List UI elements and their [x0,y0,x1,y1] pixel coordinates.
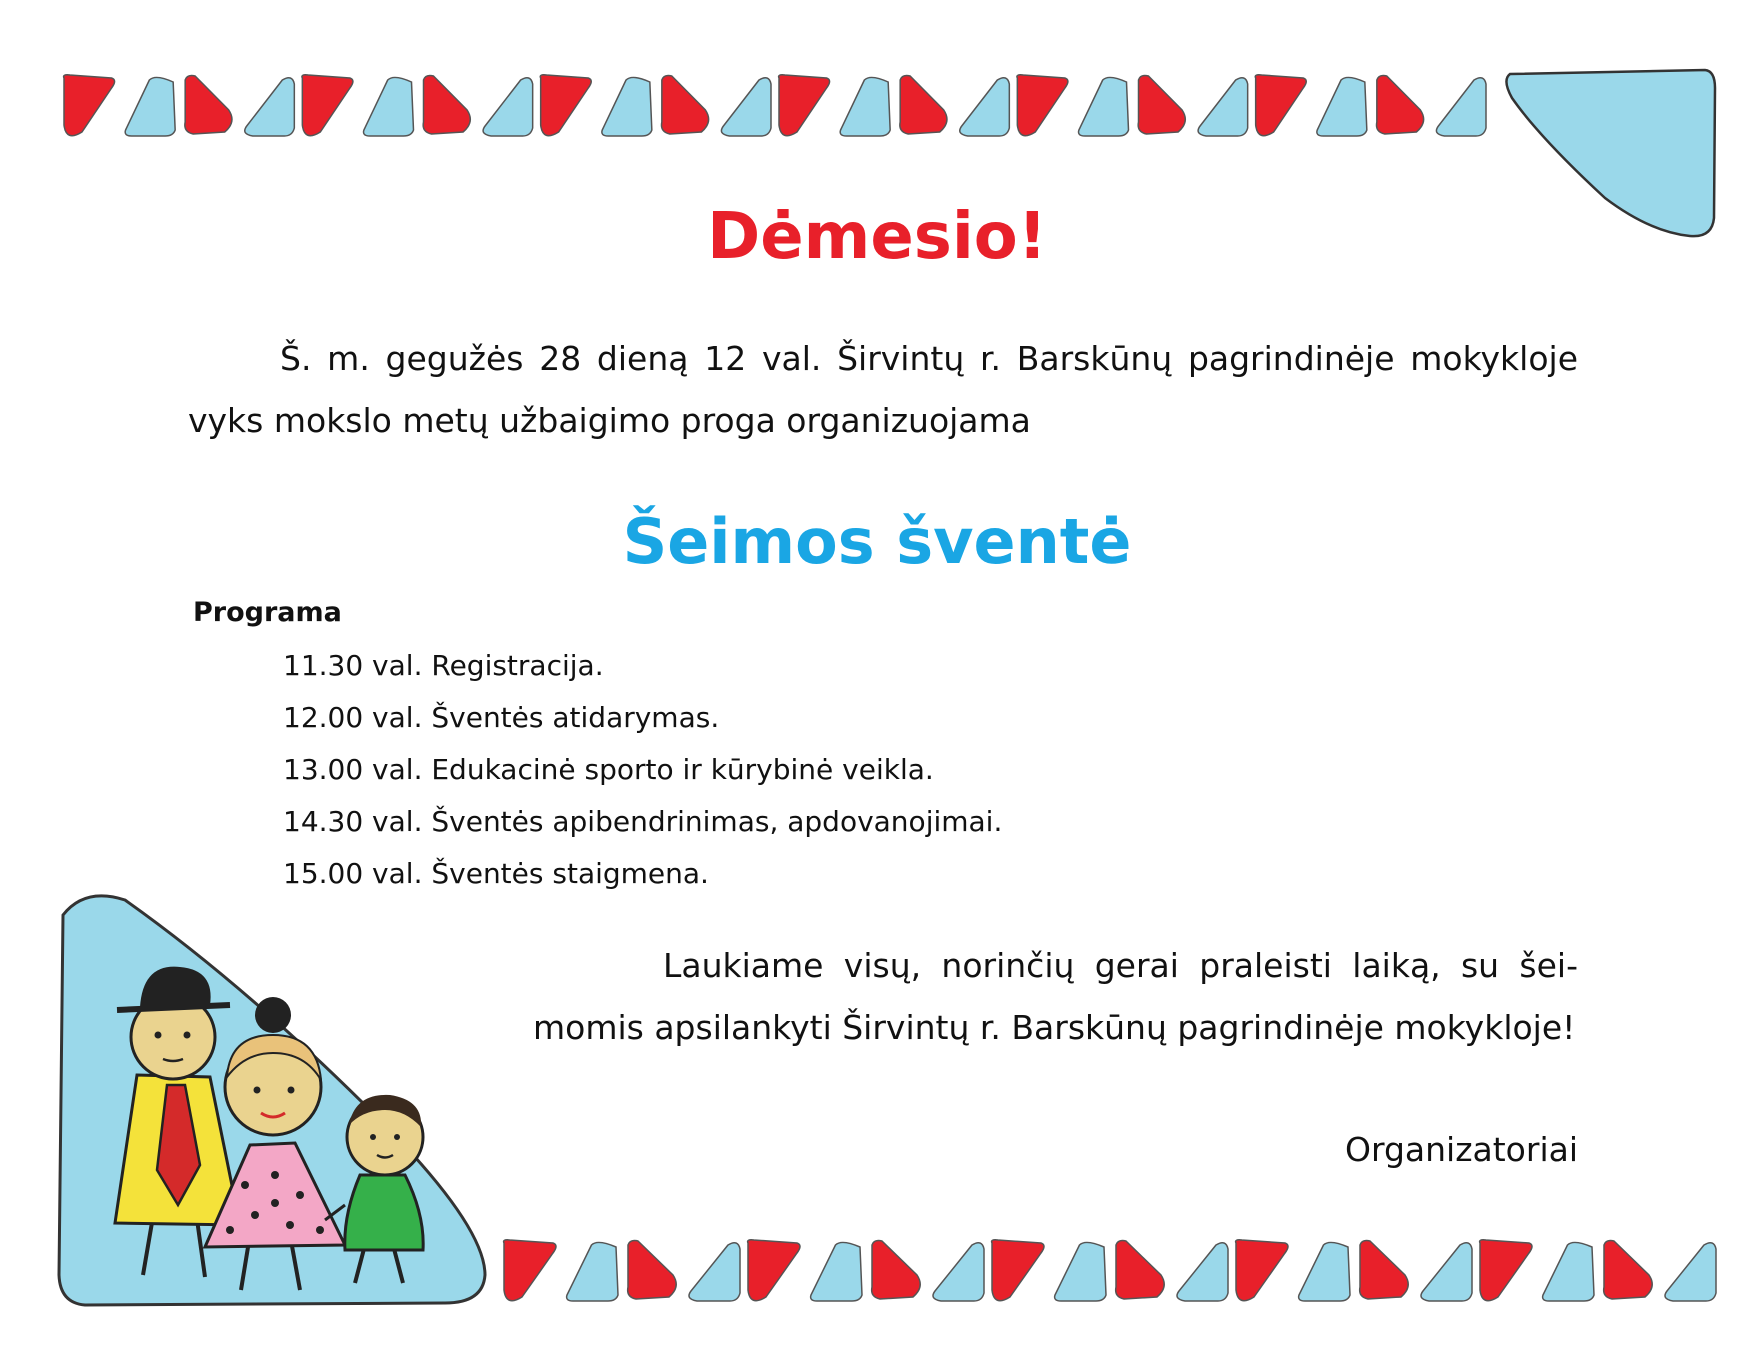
border-triangle-icon [811,1242,862,1301]
border-triangle-icon [125,77,175,136]
border-triangle-icon [662,76,709,135]
border-triangle-icon [1436,78,1486,136]
border-triangle-icon [1198,78,1248,136]
border-triangle-icon [1177,1243,1228,1301]
border-triangle-icon [245,78,295,136]
family-drawing-icon [45,885,515,1310]
border-triangle-icon [302,75,353,136]
border-triangle-icon [1299,1242,1350,1301]
border-triangle-icon [1236,1240,1288,1301]
border-triangle-icon [504,1240,556,1301]
border-triangle-icon [1138,76,1185,135]
border-triangle-icon [721,78,771,136]
border-triangle-icon [1421,1243,1472,1301]
border-triangle-icon [933,1243,984,1301]
border-triangle-icon [602,77,652,136]
border-triangle-icon [1017,75,1068,136]
border-triangle-icon [960,78,1010,136]
border-triangle-icon [1604,1241,1653,1300]
border-triangle-icon [1079,77,1129,136]
border-triangle-icon [689,1243,740,1301]
event-title: Šeimos šventė [622,505,1132,578]
border-triangle-icon [1055,1242,1106,1301]
program-item: 13.00 val. Edukacinė sporto ir kūrybinė veikla. [283,753,934,786]
border-triangle-icon [628,1241,677,1300]
border-triangle-icon [567,1242,618,1301]
border-triangle-icon [1317,77,1367,136]
border-triangle-icon [1543,1242,1594,1301]
program-item: 14.30 val. Šventės apibendrinimas, apdovanojimai. [283,805,1003,838]
border-triangle-icon [748,1240,800,1301]
intro-paragraph: Š. m. gegužės 28 dieną 12 val. Širvintų r. Barskūnų pagrindinėje mokykloje vyks mokslo metų užbaigimo proga organizuojama [188,339,1578,440]
program-item: 11.30 val. Registracija. [283,649,604,682]
border-triangle-icon [872,1241,921,1300]
border-triangle-icon [64,75,115,136]
program-heading: Programa [193,597,342,628]
invitation-paragraph: Laukiame visų, norinčių gerai praleisti laiką, su šeimomis apsilankyti Širvintų r. Barskūnų pagrindinėje mokykloje! [533,946,1578,1047]
border-triangle-icon [1665,1243,1716,1301]
border-triangle-icon [185,76,232,135]
border-triangle-icon [1360,1241,1409,1300]
border-triangle-icon [1480,1240,1532,1301]
border-triangle-icon [779,75,830,136]
border-triangle-icon [840,77,890,136]
border-triangle-icon [1255,75,1306,136]
border-triangle-icon [483,78,533,136]
program-list [283,640,1002,900]
triangle-border-bottom-icon [500,1235,1720,1315]
signature: Organizatoriai [1344,1130,1578,1169]
border-triangle-icon [1116,1241,1165,1300]
program-item: 12.00 val. Šventės atidarymas. [283,701,720,734]
page-title: Dėmesio! [707,200,1047,274]
border-triangle-icon [900,76,947,135]
program-item: 15.00 val. Šventės staigmena. [283,857,709,890]
border-triangle-icon [1377,76,1424,135]
border-triangle-icon [992,1240,1044,1301]
border-triangle-icon [540,75,591,136]
border-triangle-icon [423,76,470,135]
triangle-border-top-icon [60,70,1540,150]
border-triangle-icon [364,77,414,136]
